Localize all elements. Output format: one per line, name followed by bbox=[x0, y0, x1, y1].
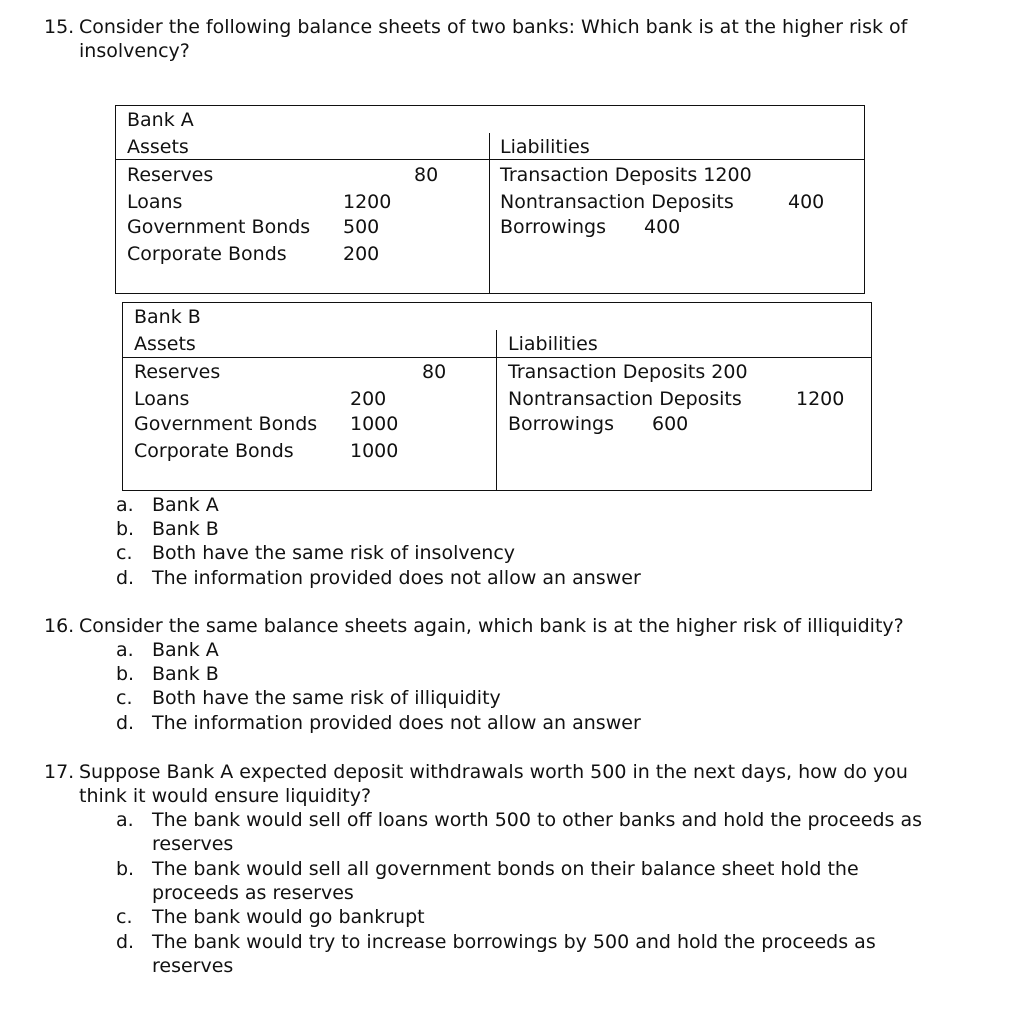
option-text: The bank would go bankrupt bbox=[152, 906, 425, 928]
option-text: Bank B bbox=[152, 663, 219, 685]
bank-b-asset-label: Loans bbox=[134, 388, 190, 410]
bank-b-assets-label: Assets bbox=[134, 333, 196, 355]
option-text: Bank A bbox=[152, 494, 219, 516]
bank-a-asset-label: Government Bonds bbox=[127, 216, 311, 238]
option-text: Both have the same risk of illiquidity bbox=[152, 687, 501, 709]
question-15-number: 15. bbox=[44, 16, 75, 38]
bank-a-asset-value: 200 bbox=[343, 243, 380, 265]
option-text: The information provided does not allow an answer bbox=[152, 567, 641, 589]
option-text-cont: reserves bbox=[152, 955, 234, 977]
option-text: The bank would sell all government bonds on their balance sheet hold the bbox=[152, 858, 859, 880]
question-17-text: Suppose Bank A expected deposit withdrawals worth 500 in the next days, how do you bbox=[79, 761, 908, 783]
option-text: The information provided does not allow an answer bbox=[152, 712, 641, 734]
option-letter: c. bbox=[116, 542, 133, 564]
question-16-text: Consider the same balance sheets again, which bank is at the higher risk of illiquidity? bbox=[79, 615, 904, 637]
bank-b-liabilities-label: Liabilities bbox=[508, 333, 598, 355]
option-text: Bank A bbox=[152, 639, 219, 661]
bank-a-asset-label: Reserves bbox=[127, 164, 214, 186]
question-15-text: Consider the following balance sheets of two banks: Which bank is at the higher risk of bbox=[79, 16, 908, 38]
option-text-cont: proceeds as reserves bbox=[152, 882, 354, 904]
option-letter: c. bbox=[116, 906, 133, 928]
bank-b-asset-label: Corporate Bonds bbox=[134, 440, 294, 462]
bank-b-asset-value: 1000 bbox=[350, 413, 399, 435]
option-letter: d. bbox=[116, 567, 135, 589]
bank-b-name: Bank B bbox=[134, 306, 201, 328]
bank-a-name: Bank A bbox=[127, 109, 194, 131]
option-text: Both have the same risk of insolvency bbox=[152, 542, 516, 564]
question-17-number: 17. bbox=[44, 761, 75, 783]
option-text: Bank B bbox=[152, 518, 219, 540]
bank-b-asset-value: 80 bbox=[422, 361, 447, 383]
bank-a-header-divider bbox=[115, 159, 865, 160]
question-15-text-cont: insolvency? bbox=[79, 40, 190, 62]
bank-b-header-divider bbox=[122, 357, 872, 358]
bank-b-asset-value: 200 bbox=[350, 388, 387, 410]
option-letter: b. bbox=[116, 858, 135, 880]
option-letter: a. bbox=[116, 809, 134, 831]
option-text: The bank would sell off loans worth 500 to other banks and hold the proceeds as bbox=[152, 809, 922, 831]
bank-a-asset-label: Loans bbox=[127, 191, 183, 213]
bank-a-asset-value: 500 bbox=[343, 216, 380, 238]
bank-a-assets-label: Assets bbox=[127, 136, 189, 158]
bank-a-liability-label: Transaction Deposits 1200 bbox=[500, 164, 752, 186]
bank-b-liability-label: Borrowings bbox=[508, 413, 614, 435]
option-letter: d. bbox=[116, 712, 135, 734]
bank-b-asset-label: Reserves bbox=[134, 361, 221, 383]
option-letter: b. bbox=[116, 663, 135, 685]
bank-a-column-divider bbox=[489, 133, 490, 294]
bank-b-column-divider bbox=[496, 330, 497, 491]
option-text-cont: reserves bbox=[152, 833, 234, 855]
bank-a-liability-value: 400 bbox=[788, 191, 825, 213]
bank-a-asset-value: 80 bbox=[414, 164, 439, 186]
bank-b-asset-label: Government Bonds bbox=[134, 413, 318, 435]
option-text: The bank would try to increase borrowings by 500 and hold the proceeds as bbox=[152, 931, 876, 953]
option-letter: c. bbox=[116, 687, 133, 709]
bank-b-asset-value: 1000 bbox=[350, 440, 399, 462]
bank-a-liability-value: 400 bbox=[644, 216, 681, 238]
option-letter: d. bbox=[116, 931, 135, 953]
question-17-text-cont: think it would ensure liquidity? bbox=[79, 785, 372, 807]
bank-a-liability-label: Borrowings bbox=[500, 216, 606, 238]
option-letter: a. bbox=[116, 639, 134, 661]
bank-a-asset-label: Corporate Bonds bbox=[127, 243, 287, 265]
option-letter: b. bbox=[116, 518, 135, 540]
bank-b-liability-label: Nontransaction Deposits bbox=[508, 388, 742, 410]
bank-b-liability-label: Transaction Deposits 200 bbox=[508, 361, 748, 383]
bank-a-asset-value: 1200 bbox=[343, 191, 392, 213]
bank-b-liability-value: 600 bbox=[652, 413, 689, 435]
bank-a-liability-label: Nontransaction Deposits bbox=[500, 191, 734, 213]
bank-a-liabilities-label: Liabilities bbox=[500, 136, 590, 158]
option-letter: a. bbox=[116, 494, 134, 516]
question-16-number: 16. bbox=[44, 615, 75, 637]
bank-b-liability-value: 1200 bbox=[796, 388, 845, 410]
